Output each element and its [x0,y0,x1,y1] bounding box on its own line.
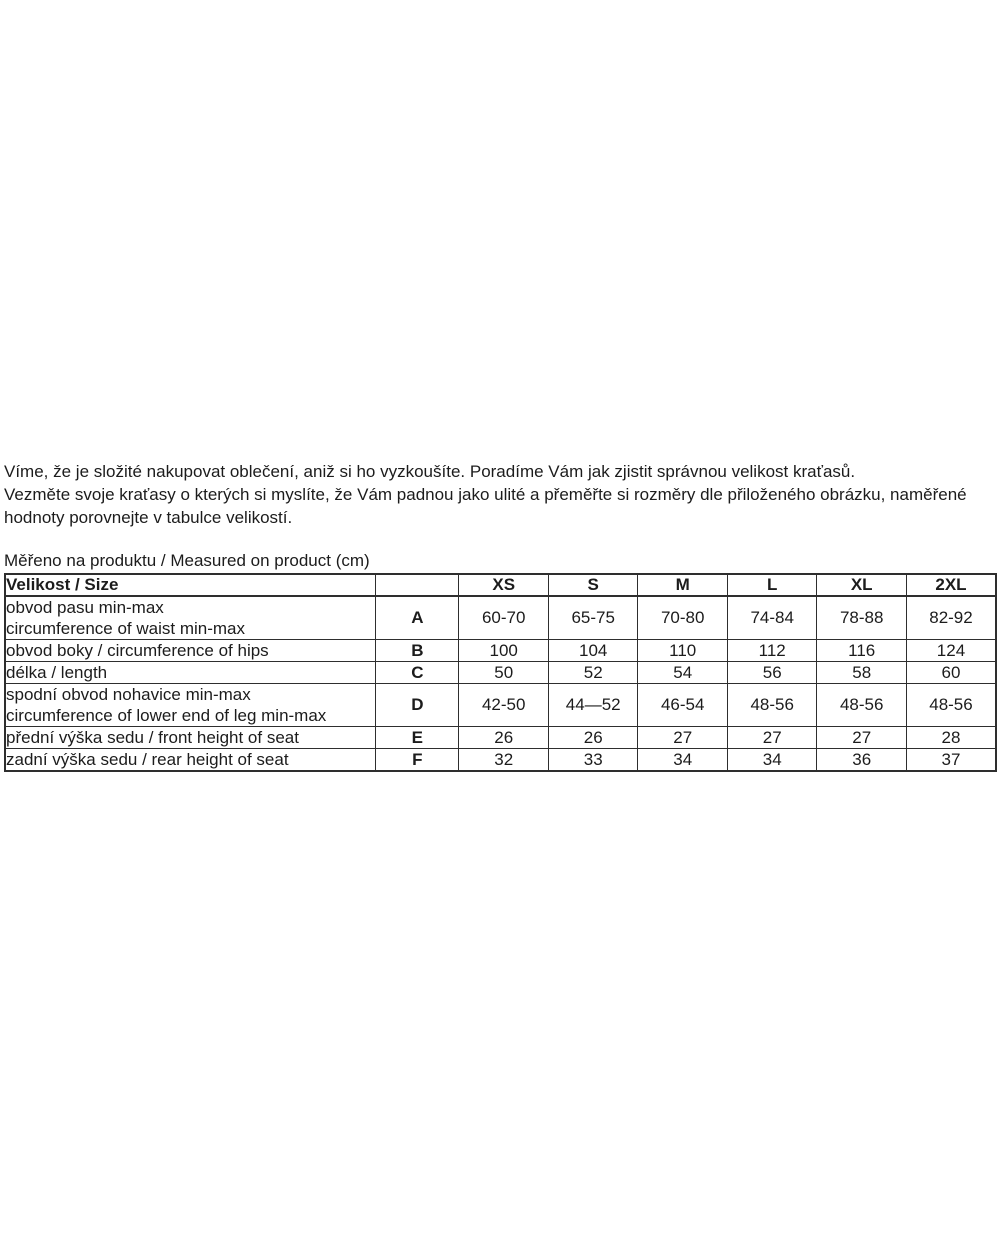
row-label-line: circumference of waist min-max [6,619,246,638]
size-column-header: M [638,574,728,596]
cell-value: 27 [727,727,817,749]
row-letter: A [376,596,459,640]
cell-value: 46-54 [638,684,728,727]
size-column-header: 2XL [906,574,996,596]
cell-value: 27 [638,727,728,749]
size-table [4,573,997,772]
intro-line: Víme, že je složité nakupovat oblečení, aniž si ho vyzkoušíte. Poradíme Vám jak zjistit správnou velikost kraťasů. [4,462,856,481]
cell-value: 116 [817,640,907,662]
cell-value: 42-50 [459,684,549,727]
row-letter: F [376,749,459,772]
table-row [5,640,996,662]
header-velikost-size: Velikost / Size [5,574,376,596]
table-row [5,727,996,749]
row-label [5,596,376,640]
row-label-line: přední výška sedu / front height of seat [6,728,299,747]
table-header-row [5,574,996,596]
row-letter: E [376,727,459,749]
cell-value: 28 [906,727,996,749]
cell-value: 70-80 [638,596,728,640]
cell-value: 52 [548,662,638,684]
row-label [5,640,376,662]
row-label-line: obvod boky / circumference of hips [6,641,269,660]
cell-value: 60-70 [459,596,549,640]
row-label-line: délka / length [6,663,108,682]
cell-value: 32 [459,749,549,772]
cell-value: 26 [548,727,638,749]
table-row [5,749,996,772]
intro-line: hodnoty porovnejte v tabulce velikostí. [4,508,293,527]
row-label-line: obvod pasu min-max [6,598,164,617]
row-label [5,662,376,684]
row-label-line: zadní výška sedu / rear height of seat [6,750,289,769]
row-label-line: circumference of lower end of leg min-max [6,706,327,725]
row-label [5,749,376,772]
size-column-header: XS [459,574,549,596]
cell-value: 124 [906,640,996,662]
cell-value: 110 [638,640,728,662]
row-label [5,684,376,727]
header-letter-column [376,574,459,596]
row-letter: D [376,684,459,727]
row-letter: C [376,662,459,684]
cell-value: 74-84 [727,596,817,640]
cell-value: 34 [727,749,817,772]
intro-text [4,460,997,529]
cell-value: 36 [817,749,907,772]
cell-value: 65-75 [548,596,638,640]
table-row [5,662,996,684]
cell-value: 82-92 [906,596,996,640]
size-column-header: XL [817,574,907,596]
cell-value: 27 [817,727,907,749]
cell-value: 112 [727,640,817,662]
cell-value: 100 [459,640,549,662]
cell-value: 104 [548,640,638,662]
table-row [5,596,996,640]
cell-value: 78-88 [817,596,907,640]
cell-value: 34 [638,749,728,772]
cell-value: 26 [459,727,549,749]
size-column-header: L [727,574,817,596]
row-label-line: spodní obvod nohavice min-max [6,685,251,704]
cell-value: 60 [906,662,996,684]
cell-value: 54 [638,662,728,684]
table-caption: Měřeno na produktu / Measured on product (cm) [4,551,370,570]
cell-value: 50 [459,662,549,684]
table-row [5,684,996,727]
cell-value: 33 [548,749,638,772]
row-letter: B [376,640,459,662]
row-label [5,727,376,749]
cell-value: 48-56 [906,684,996,727]
size-column-header: S [548,574,638,596]
cell-value: 48-56 [817,684,907,727]
intro-line: Vezměte svoje kraťasy o kterých si myslíte, že Vám padnou jako ulité a přeměřte si rozměry dle přiloženého obrázku, naměřené [4,485,967,504]
cell-value: 44—52 [548,684,638,727]
cell-value: 37 [906,749,996,772]
cell-value: 58 [817,662,907,684]
cell-value: 48-56 [727,684,817,727]
cell-value: 56 [727,662,817,684]
